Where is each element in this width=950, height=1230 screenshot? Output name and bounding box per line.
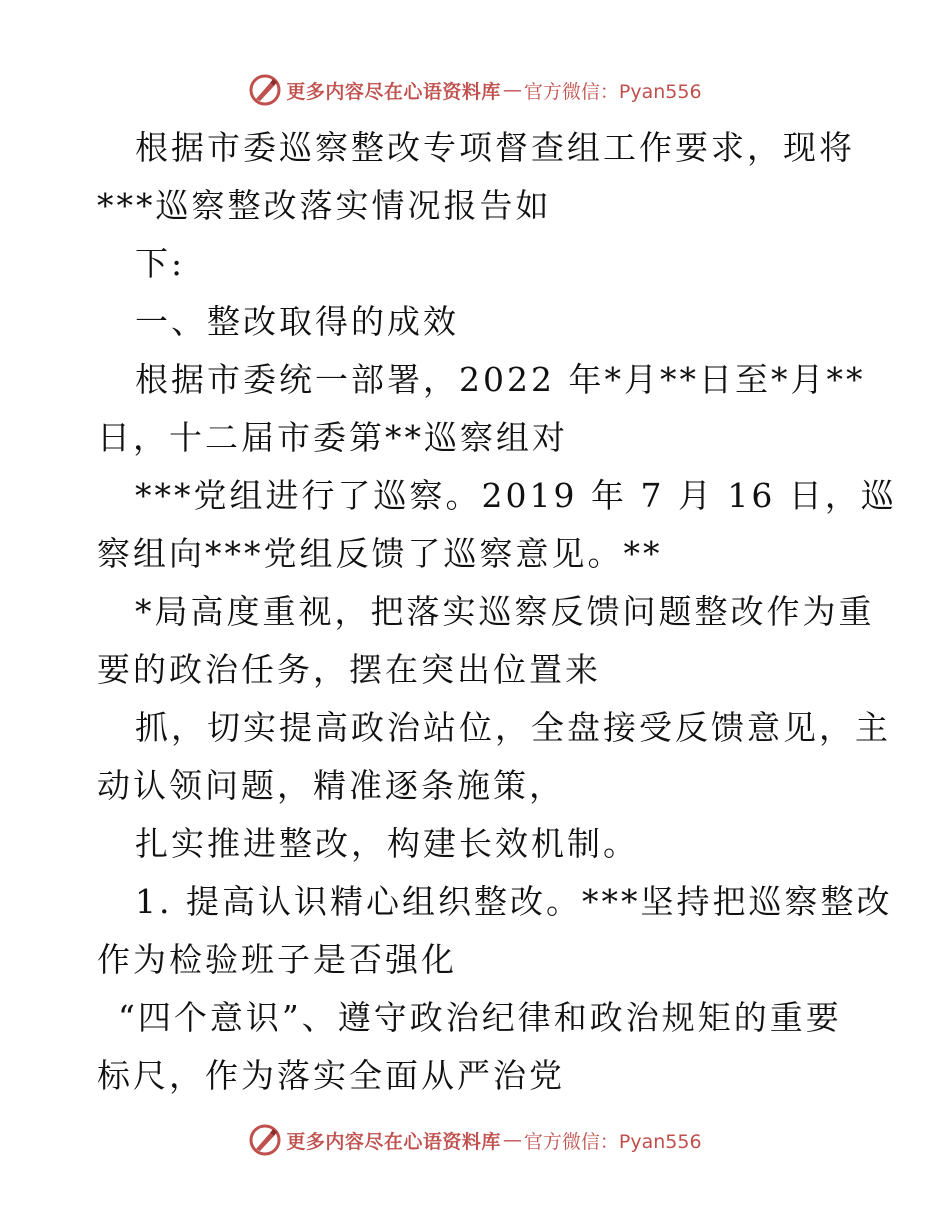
body-line-3: 下: [135, 244, 186, 283]
body-line-11: 抓，切实提高政治站位，全盘接受反馈意见，主 [135, 708, 891, 747]
body-line-6: 日，十二届市委第**巡察组对 [97, 418, 568, 457]
body-line-2: ***巡察整改落实情况报告如 [97, 186, 552, 225]
watermark-contact: 官方微信：Pyan556 [523, 80, 702, 103]
watermark-brand: 更多内容尽在心语资料库 [286, 80, 501, 103]
body-line-9: *局高度重视，把落实巡察反馈问题整改作为重 [135, 592, 875, 631]
watermark-brand: 更多内容尽在心语资料库 [286, 1130, 501, 1153]
body-line-8: 察组向***党组反馈了巡察意见。** [97, 534, 663, 573]
body-line-10: 要的政治任务，摆在突出位置来 [97, 650, 601, 689]
watermark-dash: — [502, 1129, 522, 1151]
section-heading-1: 一、整改取得的成效 [135, 302, 459, 341]
body-line-16: “四个意识”、遵守政治纪律和政治规矩的重要 [118, 998, 842, 1037]
watermark-dash: — [502, 79, 522, 101]
body-line-12: 动认领问题，精准逐条施策， [97, 766, 565, 805]
subsection-heading-1: 1. 提高认识精心组织整改。***坚持把巡察整改 [135, 882, 893, 921]
body-line-1: 根据市委巡察整改专项督查组工作要求，现将 [135, 128, 855, 167]
pen-logo-icon [248, 1123, 282, 1157]
watermark-contact: 官方微信：Pyan556 [523, 1130, 702, 1153]
body-line-13: 扎实推进整改，构建长效机制。 [135, 824, 639, 863]
pen-logo-icon [248, 73, 282, 107]
footer-watermark [0, 1120, 950, 1160]
body-line-15: 作为检验班子是否强化 [97, 940, 457, 979]
body-line-5: 根据市委统一部署，2022 年*月**日至*月** [135, 360, 866, 399]
body-line-7: ***党组进行了巡察。2019 年 7 月 16 日，巡 [135, 476, 897, 515]
header-watermark [0, 70, 950, 110]
body-line-17: 标尺，作为落实全面从严治党 [97, 1056, 565, 1095]
